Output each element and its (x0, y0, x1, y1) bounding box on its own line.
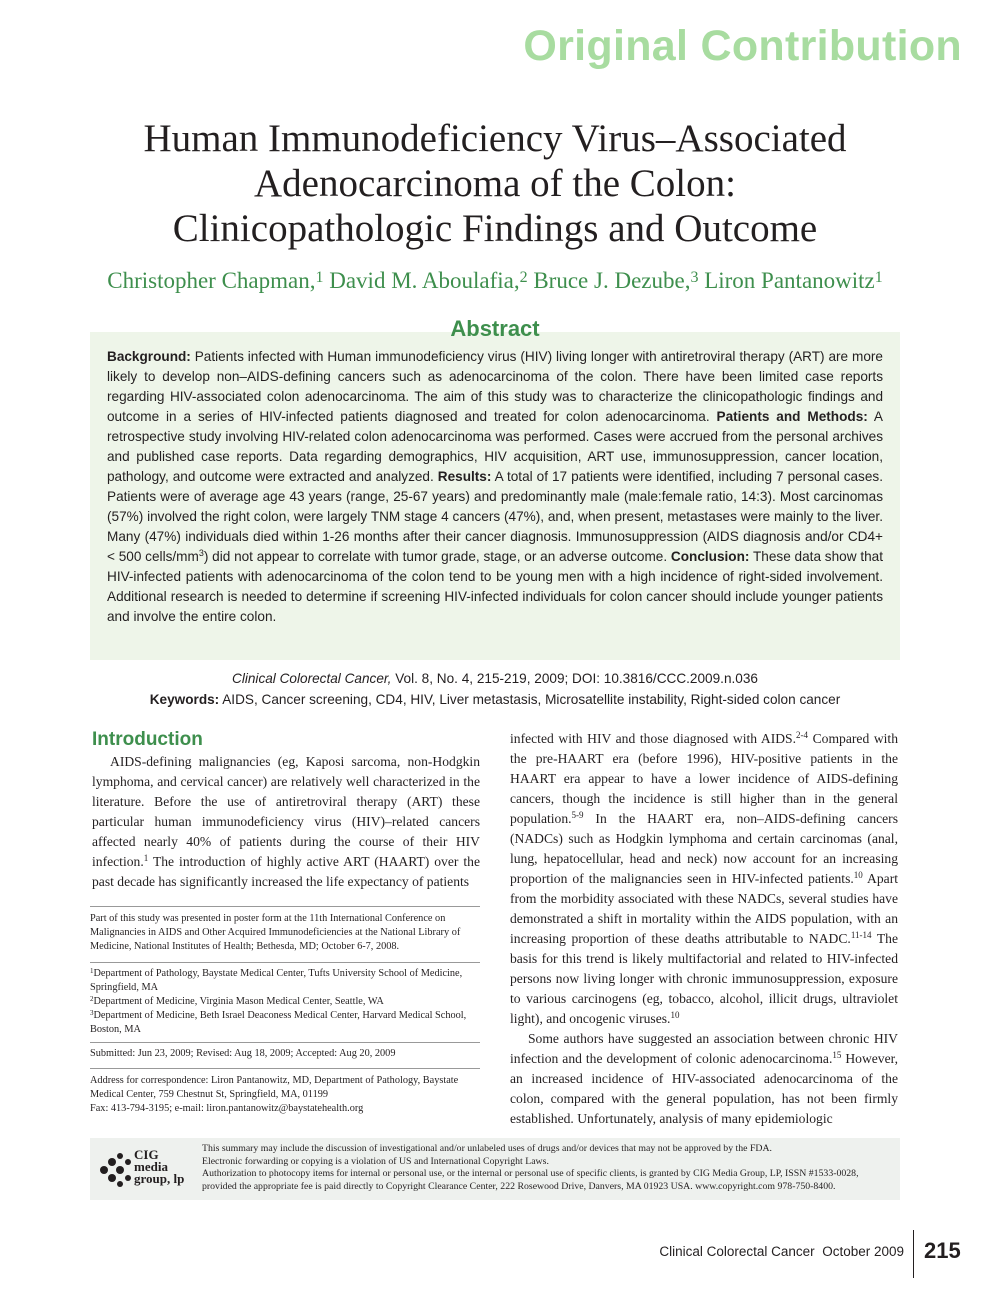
body-text: The basis for this trend is likely multifactorial and related to HIV-infected persons now living longer with chronic immunosuppression, exposure to various carcinogens (eg, tobacco, alcohol, illicit drugs, ultraviolet light), and oncogenic viruses. (510, 931, 898, 1026)
reference-superscript: 15 (832, 1050, 842, 1060)
section-label: Original Contribution (523, 22, 962, 70)
footer-divider (913, 1230, 914, 1278)
body-text: Some authors have suggested an association between chronic HIV infection and the development of colonic adenocarcinoma. (510, 1031, 898, 1066)
abstract-text (107, 347, 883, 627)
results-label: Results: (437, 469, 492, 484)
cig-logo-text (134, 1149, 196, 1185)
notice-line: Electronic forwarding or copying is a violation of US and International Copyright Laws. (202, 1155, 549, 1167)
affiliation-number: 2 (90, 995, 94, 1003)
footnote-divider (90, 906, 480, 907)
footnote-divider (90, 962, 480, 963)
reference-superscript: 10 (670, 1010, 680, 1020)
author-affiliation: 1 (315, 269, 324, 286)
body-paragraph (510, 729, 898, 1029)
body-text: Apart from the morbidity associated with these NADCs, several studies have demonstrated a shift in mortality within the AIDS population, with an increasing proportion of these deaths attributable to NADC. (510, 871, 898, 946)
abstract-heading: Abstract (450, 316, 540, 341)
reference-superscript: 5-9 (571, 810, 584, 820)
article-title (60, 116, 930, 251)
footnote-divider (90, 1042, 480, 1043)
page-number: 215 (924, 1238, 961, 1263)
citation-journal: Clinical Colorectal Cancer, (232, 671, 392, 686)
reference-superscript: 1 (143, 853, 149, 863)
keywords-text: AIDS, Cancer screening, CD4, HIV, Liver metastasis, Microsatellite instability, Right-sided colon cancer (219, 692, 841, 707)
background-text: Patients infected with Human immunodeficiency virus (HIV) living longer with antiretroviral therapy (ART) are more likely to develop non–AIDS-defining cancers such as adenocarcinoma of the colon. There have been limited case reports regarding HIV-associated colon adenocarcinoma. The aim of this study was to characterize the clinicopathologic findings and outcome in a series of HIV-infected patients diagnosed and treated for colon adenocarcinoma. (107, 349, 883, 424)
body-paragraph (92, 752, 480, 892)
affiliation-text: Department of Pathology, Baystate Medical Center, Tufts University School of Medicine, Springfield, MA (90, 968, 463, 993)
body-text: AIDS-defining malignancies (eg, Kaposi sarcoma, non-Hodgkin lymphoma, and cervical cancer) are relatively well characterized in the literature. Before the use of antiretroviral therapy (ART) these particular human immunodeficiency virus (HIV)–related cancers affected nearly 40% of patients during the course of their HIV infection. (92, 754, 480, 869)
author-affiliation: 1 (874, 269, 883, 286)
left-column (92, 752, 480, 892)
citation-details: Vol. 8, No. 4, 215-219, 2009; DOI: 10.3816/CCC.2009.n.036 (391, 671, 758, 686)
results-text: ) did not appear to correlate with tumor grade, stage, or an adverse outcome. (203, 549, 671, 564)
methods-text: A retrospective study involving HIV-related colon adenocarcinoma was performed. Cases were accrued from the personal archives and published case reports. Data regarding demographics, HIV acquisition, ART use, immunosuppression, cancer location, pathology, and outcome were extracted and analyzed. (107, 409, 883, 484)
conclusion-text: These data show that HIV-infected patients with adenocarcinoma of the colon tend to be young men with a high incidence of right-sided involvement. Additional research is needed to determine if screening HIV-infected individuals for colon cancer should include younger patients and involve the entire colon. (107, 549, 883, 624)
results-superscript: 3 (198, 548, 204, 558)
introduction-heading: Introduction (92, 729, 203, 750)
results-text: A total of 17 patients were identified, including 7 personal cases. Patients were of average age 43 years (range, 25-67 years) and predominantly male (male:female ratio, 14:3). Most carcinomas (57%) involved the right colon, were largely TNM stage 4 cancers (47%), and, when present, metastases were mainly to the liver. Many (47%) individuals died within 1-26 months after their cancer diagnosis. Immunosuppression (AIDS diagnosis and/or CD4+ < 500 cells/mm (107, 469, 883, 564)
affiliation-item (90, 967, 480, 995)
affiliation-number: 1 (90, 967, 94, 975)
author-affiliation: 3 (690, 269, 699, 286)
affiliation-item (90, 995, 480, 1009)
logo-line: media (134, 1159, 168, 1174)
keywords (90, 690, 900, 710)
reference-superscript: 11-14 (850, 930, 872, 940)
correspondence-contact: Fax: 413-794-3195; e-mail: liron.pantanowitz@baystatehealth.org (90, 1103, 364, 1114)
notice-line: Authorization to photocopy items for internal or personal use, or the internal or personal use of specific clients, is granted by CIG Media Group, LP, ISSN #1533-0028, provided the appropriate fee is paid directly to Copyright Clearance Center, 222 Rosewood Drive, Danvers, MA 01923 USA. www.copyright.com 978-750-8400. (202, 1168, 859, 1192)
affiliation-list (90, 967, 480, 1037)
affiliation-text: Department of Medicine, Beth Israel Deaconess Medical Center, Harvard Medical School, Boston, MA (90, 1010, 467, 1035)
body-text: The introduction of highly active ART (HAART) over the past decade has significantly increased the life expectancy of patients (92, 854, 480, 889)
right-column (510, 729, 898, 1129)
author-affiliation: 2 (519, 269, 528, 286)
footer-journal-name: Clinical Colorectal Cancer (659, 1244, 815, 1259)
notice-line: This summary may include the discussion of investigational and/or unlabeled uses of drugs and/or devices that may not be approved by the FDA. (202, 1143, 773, 1154)
title-line: Clinicopathologic Findings and Outcome (172, 207, 818, 250)
author-name: David M. Aboulafia, (329, 268, 520, 293)
logo-line: CIG (134, 1147, 159, 1162)
author-name: Christopher Chapman, (107, 268, 316, 293)
body-paragraph (510, 1029, 898, 1129)
title-line: Human Immunodeficiency Virus–Associated (143, 117, 847, 160)
author-list (40, 268, 950, 294)
background-label: Background: (107, 349, 191, 364)
correspondence-address: Address for correspondence: Liron Pantanowitz, MD, Department of Pathology, Baystate Medical Center, 759 Chestnut St, Springfield, MA, 01199 (90, 1075, 459, 1100)
citation (90, 669, 900, 689)
presentation-note: Part of this study was presented in poster form at the 11th International Conference on Malignancies in AIDS and Other Acquired Immunodeficiencies at the National Library of Medicine, National Institutes of Health; Bethesda, MD; October 6-7, 2008. (90, 913, 461, 952)
reference-superscript: 10 (853, 870, 863, 880)
body-text: In the HAART era, non–AIDS-defining cancers (NADCs) such as Hodgkin lymphoma and certain carcinomas (anal, lung, hepatocellular, head and neck) now account for an increasing proportion of the malignancies seen in HIV-infected patients. (510, 811, 898, 886)
submission-dates: Submitted: Jun 23, 2009; Revised: Aug 18, 2009; Accepted: Aug 20, 2009 (90, 1048, 396, 1059)
footer-date: October 2009 (822, 1244, 904, 1259)
conclusion-label: Conclusion: (670, 549, 750, 564)
body-text: infected with HIV and those diagnosed with AIDS. (510, 731, 797, 746)
publisher-notice (202, 1143, 892, 1193)
author-name: Liron Pantanowitz (704, 268, 875, 293)
body-text: Compared with the pre-HAART era (before 1996), HIV-positive patients in the HAART era appear to have a lower incidence of AIDS-defining cancers, though the incidence is still higher than in the general population. (510, 731, 899, 826)
affiliation-text: Department of Medicine, Virginia Mason Medical Center, Seattle, WA (93, 996, 384, 1007)
affiliation-item (90, 1009, 480, 1037)
correspondence (90, 1074, 480, 1116)
author-name: Bruce J. Dezube, (533, 268, 691, 293)
logo-line: group, lp (134, 1171, 185, 1186)
body-text: However, an increased incidence of HIV-associated adenocarcinoma of the colon, compared with the general population, has not been firmly established. Unfortunately, analysis of many epidemiologic (510, 1051, 899, 1126)
affiliation-number: 3 (90, 1009, 94, 1017)
title-line: Adenocarcinoma of the Colon: (254, 162, 736, 205)
methods-label: Patients and Methods: (716, 409, 868, 424)
footnote-divider (90, 1068, 480, 1069)
reference-superscript: 2-4 (796, 730, 809, 740)
footer-journal (640, 1244, 904, 1259)
keywords-label: Keywords: (149, 692, 220, 707)
